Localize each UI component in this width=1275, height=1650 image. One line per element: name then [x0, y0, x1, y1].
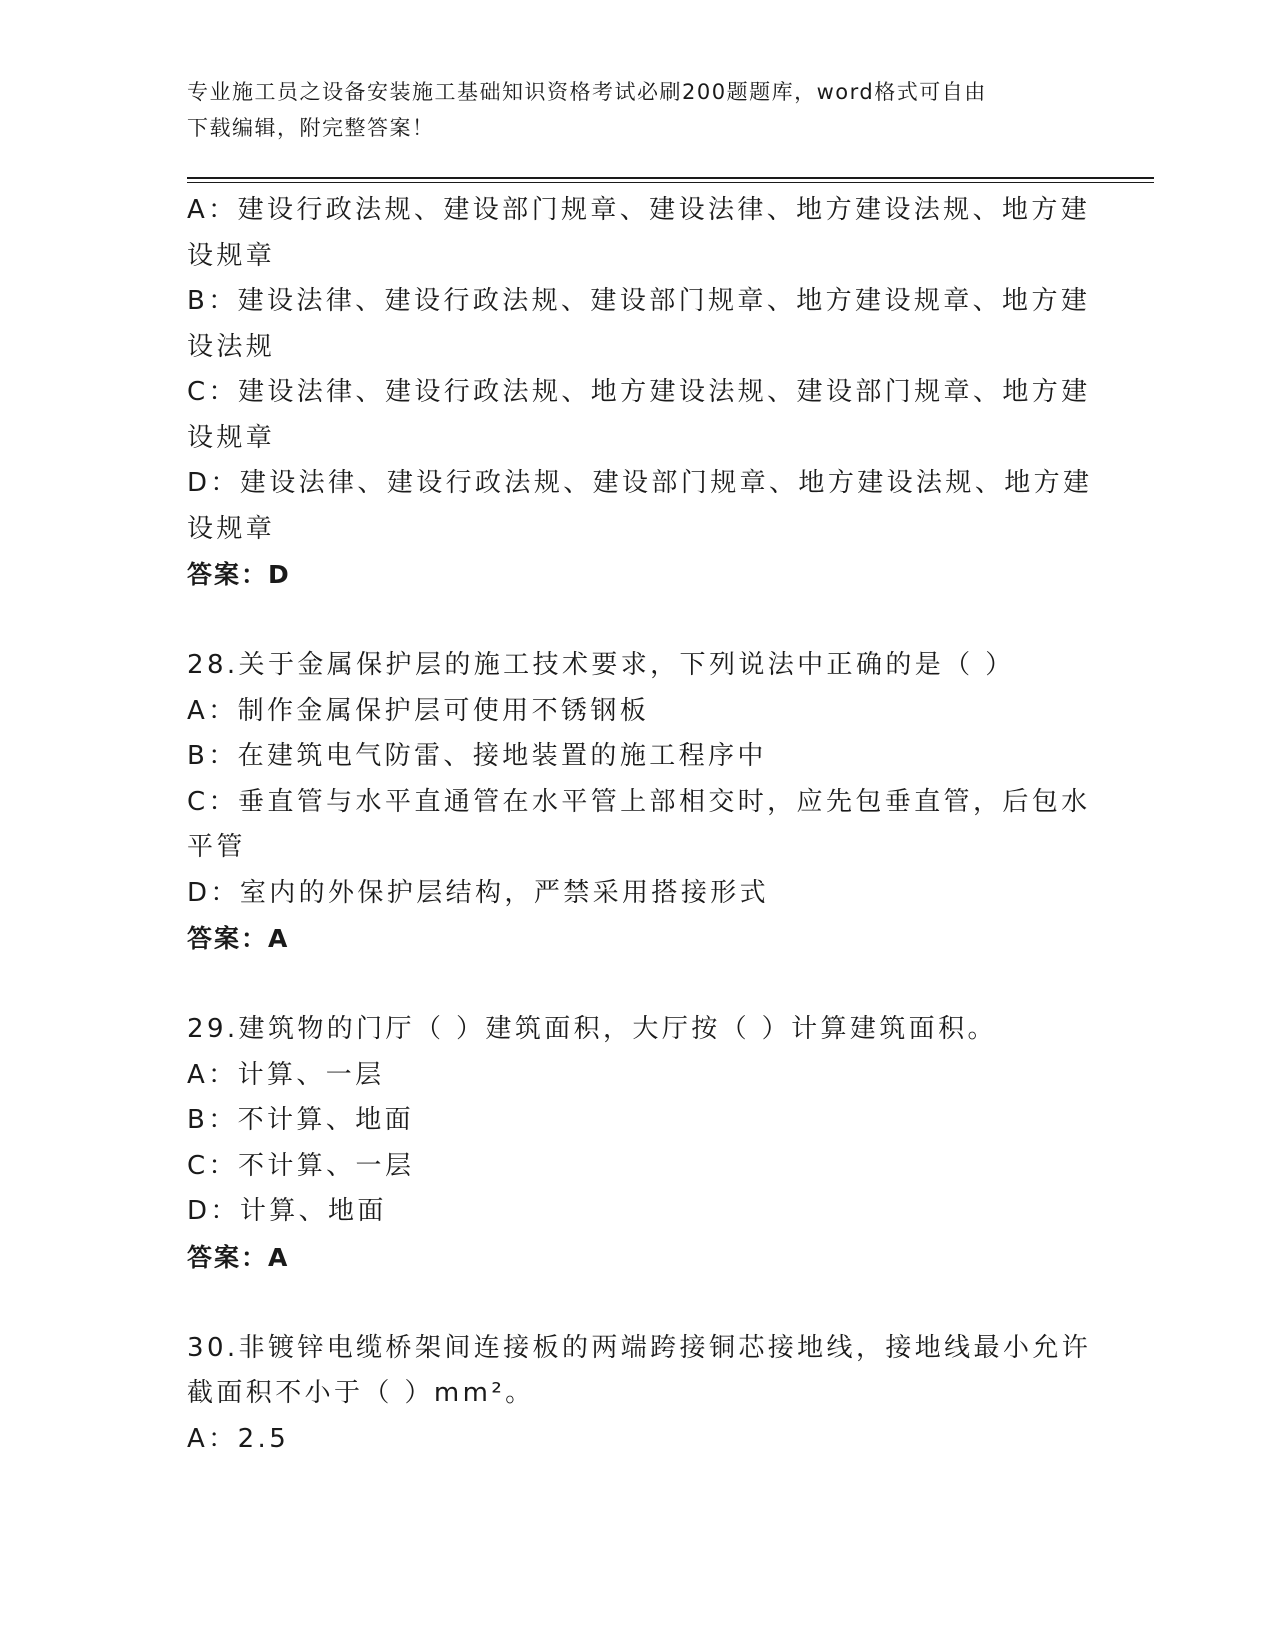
option-a: A：建设行政法规、建设部门规章、建设法律、地方建设法规、地方建: [187, 195, 1091, 225]
spacer: [187, 962, 1077, 1008]
header-line: 专业施工员之设备安装施工基础知识资格考试必刷200题题库，word格式可自由: [187, 80, 987, 104]
question-stem: 30.非镀锌电缆桥架间连接板的两端跨接铜芯接地线，接地线最小允许: [187, 1332, 1092, 1363]
question-stem: 28.关于金属保护层的施工技术要求，下列说法中正确的是（ ）: [187, 650, 1015, 680]
question-30: [187, 1326, 1092, 1463]
option-c-continued: 平管: [187, 832, 246, 862]
answer-29: 答案：A: [187, 1242, 290, 1272]
header-divider: [187, 177, 1154, 179]
question-stem-continued: 截面积不小于（ ）mm²。: [187, 1378, 535, 1408]
option-c: C：建设法律、建设行政法规、地方建设法规、建设部门规章、地方建: [187, 377, 1091, 407]
page-header: [187, 74, 1067, 146]
spacer: [187, 1280, 1077, 1326]
answer-27: 答案：D: [187, 560, 291, 589]
option-d-continued: 设规章: [187, 513, 276, 544]
question-28: [187, 643, 1091, 962]
option-c: C：垂直管与水平直通管在水平管上部相交时，应先包垂直管，后包水: [187, 786, 1091, 817]
answer-28: 答案：A: [187, 924, 290, 953]
option-d: D：计算、地面: [187, 1196, 387, 1226]
header-divider-thin: [187, 182, 1154, 183]
option-c-continued: 设规章: [187, 422, 276, 453]
option-a: A：计算、一层: [187, 1059, 385, 1090]
question-27-options: [187, 188, 1093, 598]
question-29: [187, 1007, 1077, 1280]
question-stem: 29.建筑物的门厅（ ）建筑面积，大厅按（ ）计算建筑面积。: [187, 1014, 997, 1044]
option-b: B：建设法律、建设行政法规、建设部门规章、地方建设规章、地方建: [187, 286, 1091, 316]
option-d: D：建设法律、建设行政法规、建设部门规章、地方建设法规、地方建: [187, 468, 1093, 498]
option-d: D：室内的外保护层结构，严禁采用搭接形式: [187, 877, 770, 908]
option-a-continued: 设规章: [187, 240, 276, 271]
header-line: 下载编辑，附完整答案！: [187, 116, 435, 140]
option-a: A：制作金属保护层可使用不锈钢板: [187, 695, 650, 726]
spacer: [187, 598, 1077, 644]
question-content: [187, 188, 1093, 1462]
option-b: B：不计算、地面: [187, 1105, 415, 1135]
option-b-continued: 设法规: [187, 331, 276, 362]
option-b: B：在建筑电气防雷、接地装置的施工程序中: [187, 741, 767, 771]
option-a: A：2.5: [187, 1423, 290, 1454]
option-c: C：不计算、一层: [187, 1150, 415, 1181]
